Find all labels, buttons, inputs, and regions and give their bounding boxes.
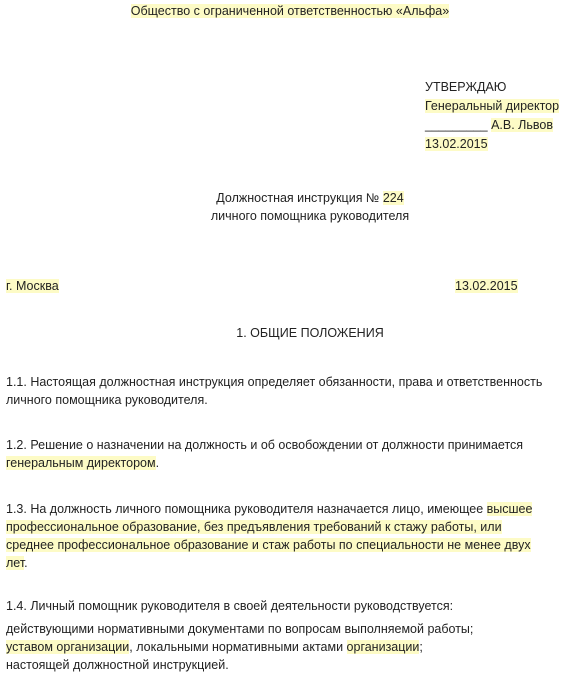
- charter-highlight: уставом организации: [6, 640, 130, 654]
- paragraph-1-3-line-4: [6, 554, 572, 572]
- list-item-charter-mid: , локальными нормативными актами: [129, 640, 344, 654]
- approval-date: [425, 135, 559, 154]
- list-item-documents: действующими нормативными документами по вопросам выполняемой работы;: [6, 622, 474, 636]
- title-line-2: личного помощника руководителя: [210, 209, 410, 223]
- education-highlight-3: среднее профессиональное образование и стаж работы по специальности не менее двух: [6, 538, 531, 552]
- approver-position-text: Генеральный директор: [425, 99, 560, 113]
- paragraph-1-1: [6, 373, 572, 409]
- instruction-number: 224: [382, 191, 404, 205]
- section-heading: 1. ОБЩИЕ ПОЛОЖЕНИЯ: [236, 326, 384, 340]
- paragraph-1-4-list: [6, 620, 572, 674]
- paragraph-1-3: [6, 500, 572, 572]
- paragraph-1-1-line-2: личного помощника руководителя.: [6, 393, 208, 407]
- paragraph-1-3-line-3: [6, 536, 572, 554]
- place-city-text: г. Москва: [6, 279, 59, 293]
- approval-block: [425, 78, 559, 154]
- organization-name-text: Общество с ограниченной ответственностью «Альфа»: [130, 4, 450, 18]
- organization-name: [0, 2, 580, 20]
- paragraph-1-3-line-2: [6, 518, 572, 536]
- general-director-highlight: генеральным директором: [6, 456, 156, 470]
- education-highlight-1: высшее: [486, 502, 533, 516]
- paragraph-1-2-end: .: [155, 456, 160, 470]
- organization-highlight: организации: [346, 640, 420, 654]
- education-highlight-2: профессиональное образование, без предъявления требований к стажу работы, или: [6, 520, 502, 534]
- paragraph-1-4-intro: 1.4. Личный помощник руководителя в своей деятельности руководствуется:: [6, 599, 454, 613]
- paragraph-1-2: [6, 436, 572, 472]
- paragraph-1-3-end: .: [24, 556, 28, 570]
- education-highlight-4: лет: [6, 556, 25, 570]
- place-city: [6, 277, 59, 295]
- title-prefix: Должностная инструкция №: [216, 191, 380, 205]
- list-item-charter-end: ;: [419, 640, 423, 654]
- title-line-1: [0, 189, 580, 207]
- paragraph-1-3-line-1: [6, 500, 572, 518]
- document-date: [455, 277, 518, 295]
- paragraph-1-1-line-1: 1.1. Настоящая должностная инструкция определяет обязанности, права и ответственность: [6, 375, 543, 389]
- list-item-charter: [6, 638, 572, 656]
- paragraph-1-2-line-2: [6, 454, 572, 472]
- list-item-instruction: настоящей должностной инструкцией.: [6, 658, 229, 672]
- document-title: [0, 189, 580, 225]
- document-date-text: 13.02.2015: [455, 279, 518, 293]
- approver-name: А.В. Львов: [491, 118, 553, 132]
- approver-position: [425, 97, 559, 116]
- approve-label: УТВЕРЖДАЮ: [425, 80, 507, 94]
- signature-blank: _________: [425, 118, 488, 132]
- paragraph-1-2-line-1: 1.2. Решение о назначении на должность и об освобождении от должности принимается: [6, 438, 524, 452]
- paragraph-1-3-plain: 1.3. На должность личного помощника руководителя назначается лицо, имеющее: [6, 502, 484, 516]
- approver-signature-line: [425, 116, 559, 135]
- approval-date-text: 13.02.2015: [425, 137, 488, 151]
